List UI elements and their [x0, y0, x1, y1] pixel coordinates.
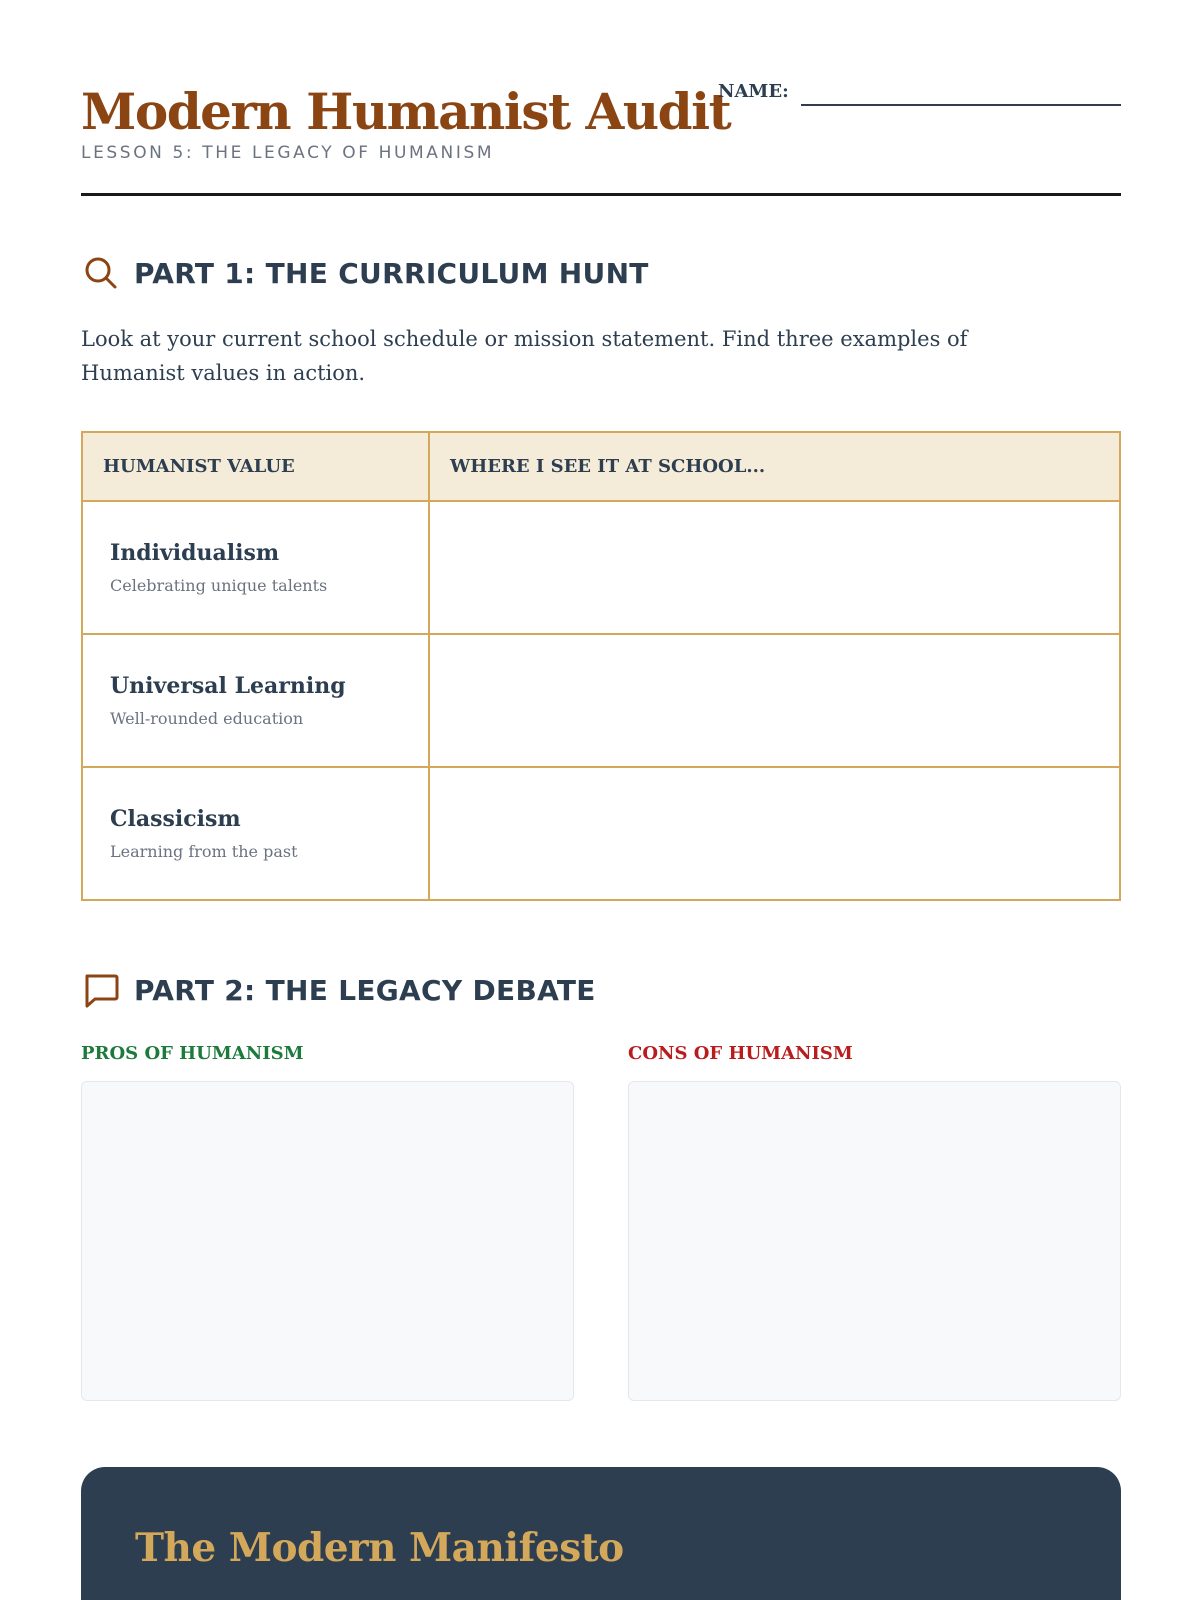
value-cell — [82, 634, 429, 767]
page-subtitle: LESSON 5: THE LEGACY OF HUMANISM — [81, 143, 495, 163]
value-cell — [82, 501, 429, 634]
manifesto-card — [81, 1467, 1121, 1600]
value-name: Universal Learning — [110, 673, 346, 699]
pros-answer-box[interactable] — [81, 1081, 574, 1401]
column-header-value: HUMANIST VALUE — [82, 432, 429, 501]
table-header-row — [82, 432, 1120, 501]
part2-heading-label: PART 2: THE LEGACY DEBATE — [134, 973, 596, 1007]
name-label: NAME: — [718, 81, 789, 102]
value-name: Classicism — [110, 806, 241, 832]
part1-heading-label: PART 1: THE CURRICULUM HUNT — [134, 256, 649, 290]
table-row — [82, 634, 1120, 767]
name-field[interactable] — [801, 104, 1121, 106]
cons-label: CONS OF HUMANISM — [628, 1043, 853, 1064]
search-icon — [81, 253, 121, 293]
part2-heading — [81, 970, 596, 1010]
table-row — [82, 767, 1120, 900]
column-header-school: WHERE I SEE IT AT SCHOOL... — [429, 432, 1120, 501]
manifesto-title: The Modern Manifesto — [135, 1525, 624, 1571]
header-divider — [81, 193, 1121, 196]
value-description: Celebrating unique talents — [110, 576, 328, 595]
worksheet-page — [81, 0, 1121, 1600]
part1-instructions: Look at your current school schedule or mission statement. Find three examples of Humanist values in action. — [81, 327, 968, 385]
response-cell[interactable] — [429, 501, 1120, 634]
table-row — [82, 501, 1120, 634]
value-description: Well-rounded education — [110, 709, 304, 728]
cons-answer-box[interactable] — [628, 1081, 1121, 1401]
value-cell — [82, 767, 429, 900]
values-table — [81, 431, 1121, 901]
value-name: Individualism — [110, 540, 280, 566]
page-title: Modern Humanist Audit — [81, 82, 731, 141]
speech-bubble-icon — [81, 970, 121, 1010]
part1-heading — [81, 253, 649, 293]
response-cell[interactable] — [429, 634, 1120, 767]
response-cell[interactable] — [429, 767, 1120, 900]
pros-label: PROS OF HUMANISM — [81, 1043, 304, 1064]
value-description: Learning from the past — [110, 842, 298, 861]
